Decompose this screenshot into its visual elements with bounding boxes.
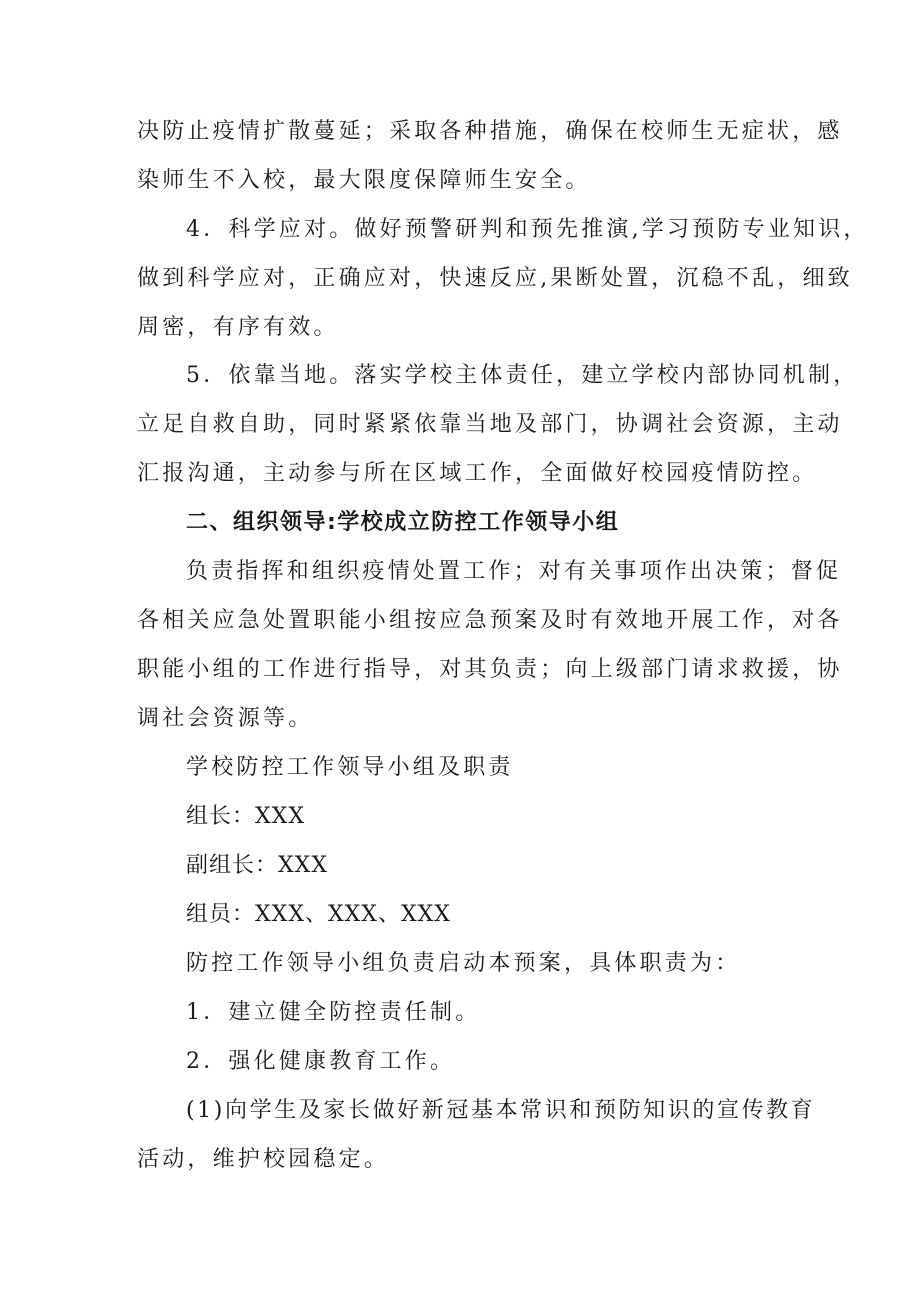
paragraph-line: 立足自救自助，同时紧紧依靠当地及部门，协调社会资源，主动 xyxy=(137,412,843,437)
section-heading: 二、组织领导:学校成立防控工作领导小组 xyxy=(186,510,620,535)
paragraph-line: 决防止疫情扩散蔓延；采取各种措施，确保在校师生无症状，感 xyxy=(137,119,843,144)
paragraph-line: 职能小组的工作进行指导，对其负责；向上级部门请求救援，协 xyxy=(137,657,843,682)
deputy-leader-line: 副组长：XXX xyxy=(186,853,328,878)
team-leader-line: 组长：XXX xyxy=(186,804,305,829)
members-line: 组员：XXX、XXX、XXX xyxy=(186,902,451,927)
list-item: 2．强化健康教育工作。 xyxy=(186,1049,456,1074)
paragraph-line: 学校防控工作领导小组及职责 xyxy=(186,755,514,780)
paragraph-line: 活动，维护校园稳定。 xyxy=(137,1147,390,1172)
paragraph-line: 周密，有序有效。 xyxy=(137,315,339,340)
paragraph-line: 负责指挥和组织疫情处置工作；对有关事项作出决策；督促 xyxy=(186,559,842,584)
paragraph-line: 5．依靠当地。落实学校主体责任，建立学校内部协同机制， xyxy=(186,363,859,388)
paragraph-line: 汇报沟通，主动参与所在区域工作，全面做好校园疫情防控。 xyxy=(137,461,818,486)
paragraph-line: 调社会资源等。 xyxy=(137,706,314,731)
paragraph-line: 染师生不入校，最大限度保障师生安全。 xyxy=(137,168,591,193)
paragraph-line: 4．科学应对。做好预警研判和预先推演,学习预防专业知识， xyxy=(186,217,869,242)
paragraph-line: 防控工作领导小组负责启动本预案，具体职责为： xyxy=(186,951,741,976)
paragraph-line: 做到科学应对，正确应对，快速反应,果断处置，沉稳不乱，细致 xyxy=(137,266,853,291)
list-item: 1．建立健全防控责任制。 xyxy=(186,1000,481,1025)
paragraph-line: 各相关应急处置职能小组按应急预案及时有效地开展工作，对各 xyxy=(137,608,843,633)
sub-list-item: (1)向学生及家长做好新冠基本常识和预防知识的宣传教育 xyxy=(186,1098,816,1123)
